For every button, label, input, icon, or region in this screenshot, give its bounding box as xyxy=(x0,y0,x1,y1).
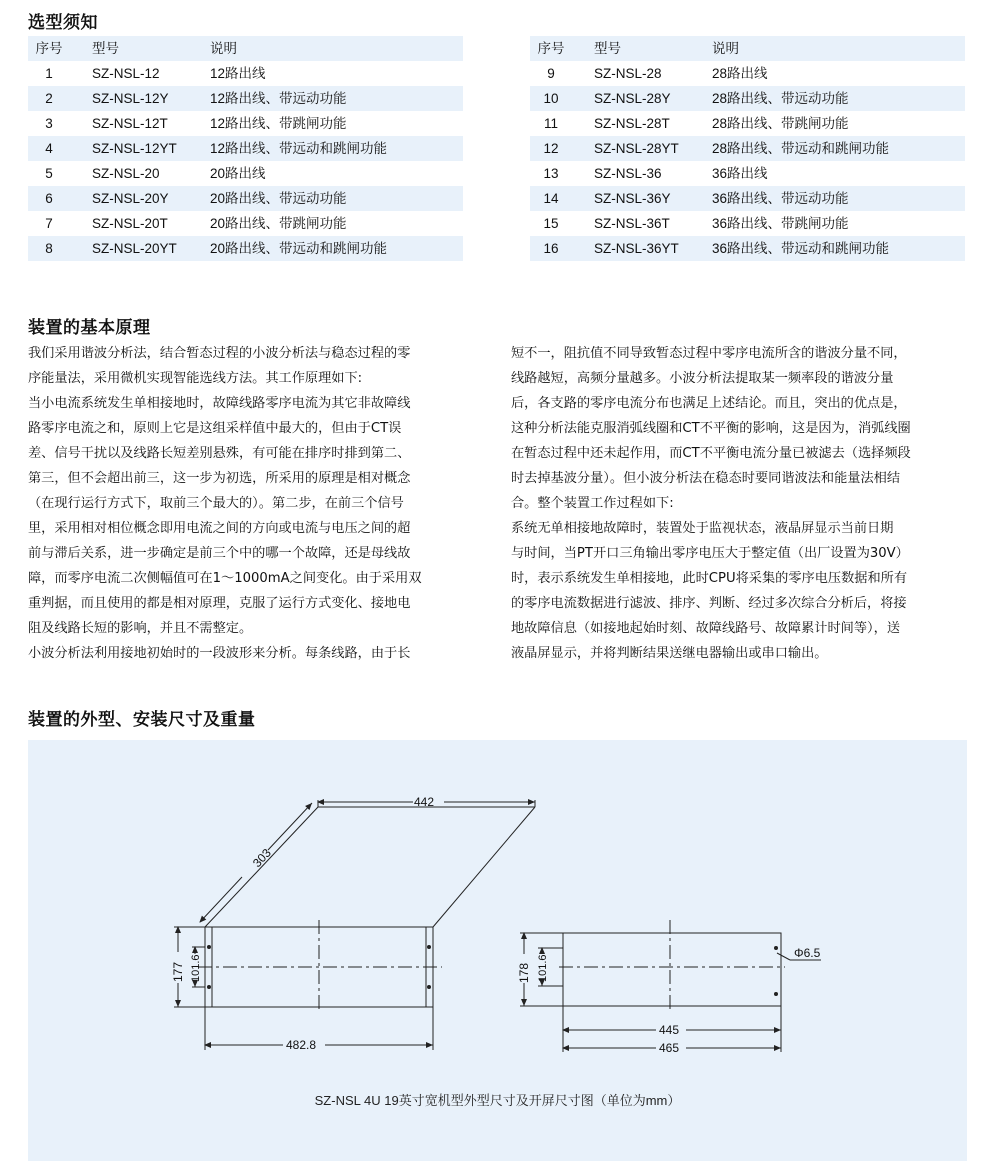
row-model: SZ-NSL-28 xyxy=(594,66,662,81)
row-index: 16 xyxy=(530,236,572,261)
row-desc: 36路出线、带跳闸功能 xyxy=(712,216,849,231)
selection-table-left xyxy=(28,36,463,261)
row-index: 1 xyxy=(45,66,53,81)
dim-hole: Φ6.5 xyxy=(794,946,821,960)
row-desc: 36路出线 xyxy=(712,166,768,181)
row-index: 12 xyxy=(530,136,572,161)
row-index: 9 xyxy=(547,66,555,81)
table-row xyxy=(530,86,965,111)
dim-303: 303 xyxy=(249,845,274,871)
table-row xyxy=(28,86,463,111)
paragraph-line: 障，而零序电流二次侧幅值可在1～1000mA之间变化。由于采用双 xyxy=(28,571,422,586)
row-model: SZ-NSL-28YT xyxy=(572,136,712,161)
paragraph-line: 路零序电流之和，原则上它是这组采样值中最大的，但由于CT误 xyxy=(28,421,402,436)
row-index: 7 xyxy=(45,216,53,231)
header-model: 型号 xyxy=(70,36,210,61)
paragraph-line: 前与滞后关系，进一步确定是前三个中的哪一个故障，还是母线故 xyxy=(28,546,411,561)
row-desc: 28路出线、带远动功能 xyxy=(712,86,965,111)
header-index: 序号 xyxy=(530,36,572,61)
table-row xyxy=(530,61,965,86)
row-index: 11 xyxy=(543,116,558,131)
table-header-row xyxy=(530,36,965,61)
dim-101-6-left: 101.6 xyxy=(190,954,202,982)
header-model: 型号 xyxy=(572,36,712,61)
principle-text-left xyxy=(28,341,468,666)
row-desc: 36路出线、带远动和跳闸功能 xyxy=(712,236,965,261)
row-desc: 20路出线、带远动功能 xyxy=(210,186,463,211)
row-index: 6 xyxy=(28,186,70,211)
paragraph-line: 液晶屏显示，并将判断结果送继电器输出或串口输出。 xyxy=(511,646,828,661)
table-row xyxy=(530,236,965,261)
paragraph-line: 与时间，当PT开口三角输出零序电压大于整定值（出厂设置为30V） xyxy=(511,546,909,561)
table-row xyxy=(530,211,965,236)
row-model: SZ-NSL-28T xyxy=(594,116,670,131)
paragraph-line: （在现行运行方式下，取前三个最大的）。第二步，在前三个信号 xyxy=(28,496,404,511)
paragraph-line: 里，采用相对相位概念即用电流之间的方向或电流与电压之间的超 xyxy=(28,521,411,536)
section-title-selection: 选型须知 xyxy=(28,13,98,33)
row-model: SZ-NSL-36 xyxy=(594,166,662,181)
dim-442: 442 xyxy=(414,795,435,809)
row-model: SZ-NSL-12Y xyxy=(70,86,210,111)
paragraph-line: 合。整个装置工作过程如下: xyxy=(511,496,674,511)
row-desc: 12路出线、带跳闸功能 xyxy=(210,116,347,131)
table-row xyxy=(28,186,463,211)
paragraph-line: 时去掉基波分量）。但小波分析法在稳态时要同谐波法和能量法相结 xyxy=(511,471,901,486)
paragraph-line: 在暂态过程中还未起作用，而CT不平衡电流分量已被滤去（选择频段 xyxy=(511,446,911,461)
table-row xyxy=(530,161,965,186)
paragraph-line: 地故障信息（如接地起始时刻、故障线路号、故障累计时间等），送 xyxy=(511,621,901,636)
paragraph-line: 第三，但不会超出前三，这一步为初选，所采用的原理是相对概念 xyxy=(28,471,411,486)
row-desc: 20路出线、带远动和跳闸功能 xyxy=(210,236,463,261)
table-row xyxy=(530,111,965,136)
dim-178: 178 xyxy=(517,962,531,983)
row-desc: 28路出线、带跳闸功能 xyxy=(712,116,849,131)
table-row xyxy=(28,211,463,236)
row-index: 13 xyxy=(543,166,559,181)
row-desc: 12路出线 xyxy=(210,66,266,81)
row-desc: 36路出线、带远动功能 xyxy=(712,186,965,211)
paragraph-line: 小波分析法利用接地初始时的一段波形来分析。每条线路，由于长 xyxy=(28,646,411,661)
dimension-drawing xyxy=(28,740,967,1080)
paragraph-line: 线路越短，高频分量越多。小波分析法提取某一频率段的谐波分量 xyxy=(511,371,894,386)
dim-465: 465 xyxy=(659,1041,680,1055)
row-index: 10 xyxy=(530,86,572,111)
table-row xyxy=(28,161,463,186)
row-desc: 20路出线 xyxy=(210,166,266,181)
table-row xyxy=(28,236,463,261)
row-index: 5 xyxy=(45,166,53,181)
section-title-principle: 装置的基本原理 xyxy=(28,318,151,338)
principle-text-right xyxy=(511,341,967,666)
row-index: 2 xyxy=(28,86,70,111)
paragraph-line: 重判据，而且使用的都是相对原理，克服了运行方式变化、接地电 xyxy=(28,596,411,611)
header-desc: 说明 xyxy=(210,36,463,61)
row-index: 14 xyxy=(530,186,572,211)
cutout-outline xyxy=(563,933,781,1006)
row-desc: 20路出线、带跳闸功能 xyxy=(210,216,347,231)
dim-445: 445 xyxy=(659,1023,680,1037)
row-model: SZ-NSL-20T xyxy=(92,216,168,231)
selection-table-right xyxy=(530,36,965,261)
paragraph-line: 序能量法，采用微机实现智能选线方法。其工作原理如下: xyxy=(28,371,363,386)
paragraph-line: 当小电流系统发生单相接地时，故障线路零序电流为其它非故障线 xyxy=(28,396,411,411)
row-model: SZ-NSL-28Y xyxy=(572,86,712,111)
paragraph-line: 差、信号干扰以及线路长短差别悬殊，有可能在排序时排到第二、 xyxy=(28,446,411,461)
paragraph-line: 时，表示系统发生单相接地，此时CPU将采集的零序电压数据和所有 xyxy=(511,571,908,586)
row-desc: 28路出线、带远动和跳闸功能 xyxy=(712,136,965,161)
section-title-dimensions: 装置的外型、安装尺寸及重量 xyxy=(28,710,256,730)
table-row xyxy=(530,186,965,211)
paragraph-line: 短不一，阻抗值不同导致暂态过程中零序电流所含的谐波分量不同， xyxy=(511,346,907,361)
table-header-row xyxy=(28,36,463,61)
row-model: SZ-NSL-36T xyxy=(594,216,670,231)
table-row xyxy=(530,136,965,161)
row-model: SZ-NSL-36YT xyxy=(572,236,712,261)
row-model: SZ-NSL-12 xyxy=(92,66,160,81)
row-index: 3 xyxy=(45,116,53,131)
paragraph-line: 的零序电流数据进行滤波、排序、判断、经过多次综合分析后，将接 xyxy=(511,596,907,611)
paragraph-line: 后，各支路的零序电流分布也满足上述结论。而且，突出的优点是， xyxy=(511,396,907,411)
row-model: SZ-NSL-20Y xyxy=(70,186,210,211)
row-desc: 12路出线、带远动功能 xyxy=(210,86,463,111)
dim-177: 177 xyxy=(171,961,185,982)
dim-101-6-right: 101.6 xyxy=(537,954,549,982)
dim-482-8: 482.8 xyxy=(286,1038,317,1052)
row-model: SZ-NSL-36Y xyxy=(572,186,712,211)
row-model: SZ-NSL-12YT xyxy=(70,136,210,161)
row-model: SZ-NSL-12T xyxy=(92,116,168,131)
row-model: SZ-NSL-20 xyxy=(92,166,160,181)
paragraph-line: 系统无单相接地故障时，装置处于监视状态，液晶屏显示当前日期 xyxy=(511,521,894,536)
row-index: 8 xyxy=(28,236,70,261)
header-desc: 说明 xyxy=(712,36,965,61)
paragraph-line: 这种分析法能克服消弧线圈和CT不平衡的影响，这是因为，消弧线圈 xyxy=(511,421,911,436)
diagram-caption: SZ-NSL 4U 19英寸宽机型外型尺寸及开屏尺寸图（单位为mm） xyxy=(314,1093,681,1108)
row-model: SZ-NSL-20YT xyxy=(70,236,210,261)
row-index: 4 xyxy=(28,136,70,161)
dimension-diagram-panel xyxy=(28,740,967,1161)
table-row xyxy=(28,61,463,86)
header-index: 序号 xyxy=(28,36,70,61)
row-desc: 12路出线、带远动和跳闸功能 xyxy=(210,136,463,161)
paragraph-line: 我们采用谐波分析法，结合暂态过程的小波分析法与稳态过程的零 xyxy=(28,346,411,361)
row-desc: 28路出线 xyxy=(712,66,768,81)
paragraph-line: 阻及线路长短的影响，并且不需整定。 xyxy=(28,621,253,636)
row-index: 15 xyxy=(543,216,559,231)
table-row xyxy=(28,136,463,161)
table-row xyxy=(28,111,463,136)
